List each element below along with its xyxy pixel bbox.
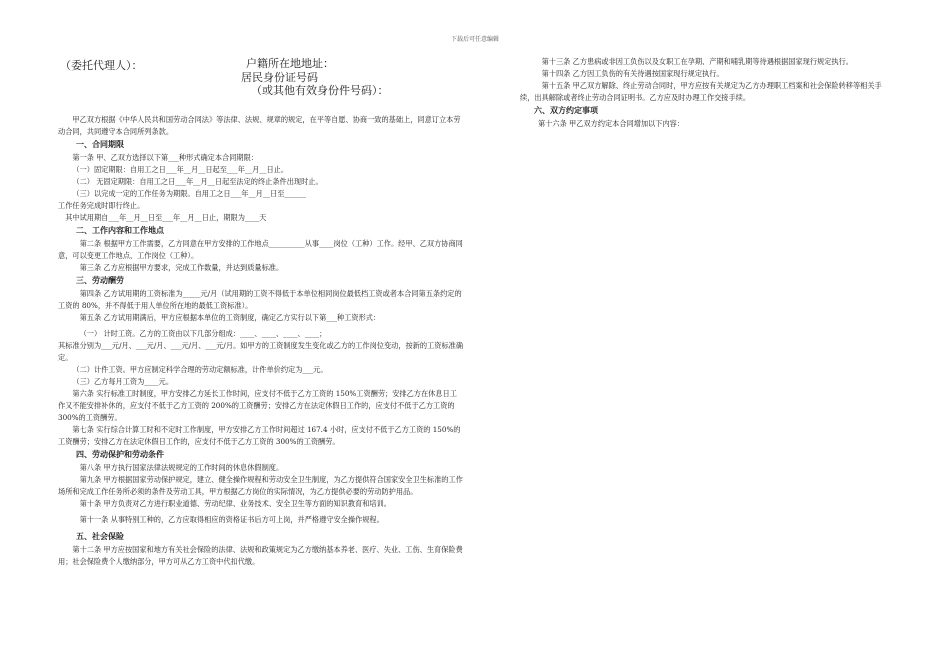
clause-paragraph: 第七条 实行综合计算工时和不定时工作制度，甲方安排乙方工作时间超过 167.4 小时，应支付不低于乙方工资的 150%的工资酬劳；安排乙方在法定休假日工作的，应支付不低于乙方工资的 300%的工资酬劳。: [58, 425, 461, 446]
clause-paragraph: 工作任务完成时即行终止。: [58, 201, 145, 210]
clause-paragraph: 第三条 乙方应根据甲方要求，完成工作数量，并达到质量标准。: [79, 263, 284, 272]
clause-paragraph: 第九条 甲方根据国家劳动保护规定，建立、健全操作规程和劳动安全卫生制度，为乙方提供符合国家安全卫生标准的工作场所和完成工作任务所必须的条件及劳动工具，甲方根据乙方岗位的实际情况，为乙方提供必要的劳动防护用品。: [58, 475, 463, 496]
left-body: [58, 114, 464, 568]
id-number-label: 居民身份证号码: [241, 71, 318, 84]
clause-paragraph: （一） 计时工资。乙方的工资由以下几部分组成：____、____、____、____；: [79, 329, 327, 338]
left-column: [58, 56, 464, 568]
clause-paragraph: 第八条 甲方执行国家法律法规规定的工作时间的休息休假制度。: [79, 463, 284, 472]
clause-paragraph: （二） 无固定期限：自用工之日___年__月__日起至法定的终止条件出现时止。: [72, 177, 323, 186]
clause-paragraph: 甲乙双方根据《中华人民共和国劳动合同法》等法律、法规、规章的规定，在平等自愿、协商一致的基础上，同意订立本劳动合同，共同遵守本合同所列条款。: [58, 115, 461, 136]
clause-paragraph: 第十四条 乙方因工负伤的有关待遇按国家现行规定执行。: [541, 69, 724, 78]
agent-label: （委托代理人）：: [60, 59, 143, 72]
clause-paragraph: 其标准分别为___元/月、___元/月、___元/月、___元/月。如甲方的工资制度发生变化或乙方的工作岗位变动，按新的工资标准确定。: [58, 341, 464, 362]
clause-paragraph: 其中试用期自___年__月__日至___年__月__日止，期限为____天: [65, 213, 267, 222]
address-label: 户籍所在地地址：: [246, 57, 334, 70]
clause-paragraph: 第十三条 乙方患病或非因工负伤以及女职工在孕期、产期和哺乳期等待遇根据国家现行规定执行。: [541, 57, 853, 66]
clause-paragraph: 第六条 实行标准工时制度，甲方安排乙方延长工作时间，应支付不低于乙方工资的 150%工资酬劳；安排乙方在休息日工作又不能安排补休的，应支付不低于乙方工资的 200%的工资酬劳；安排乙方在法定休假日工作的，应支付不低于乙方工资的 300%的工资酬劳。: [58, 389, 457, 422]
clause-paragraph: 第十二条 甲方应按国家和地方有关社会保险的法律、法规和政策规定为乙方缴纳基本养老、医疗、失业、工伤、生育保险费用；社会保险费个人缴纳部分，甲方可从乙方工资中代扣代缴。: [58, 545, 463, 566]
section-heading: 一、合同期限: [76, 140, 124, 149]
clause-paragraph: （二）计件工资。甲方应制定科学合理的劳动定额标准，计件单价约定为___元。: [72, 365, 328, 374]
clause-paragraph: 第五条 乙方试用期满后，甲方应根据本单位的工资制度，确定乙方实行以下第___种工资形式：: [79, 313, 381, 322]
clause-paragraph: 第十条 甲方负责对乙方进行职业道德、劳动纪律、业务技术、安全卫生等方面的知识教育和培训。: [79, 499, 391, 508]
clause-paragraph: 第十六条 甲乙双方约定本合同增加以下内容：: [538, 119, 685, 128]
clause-paragraph: 第十一条 从事特别工种的，乙方应取得相应的资格证书后方可上岗，并严格遵守安全操作规程。: [79, 515, 384, 524]
other-id-label: （或其他有效身份件号码）：: [251, 84, 389, 97]
clause-paragraph: （三）以完成一定的工作任务为期限。自用工之日___年__月__日至______: [72, 189, 306, 198]
section-heading: 二、工作内容和工作地点: [76, 226, 164, 235]
clause-paragraph: 第四条 乙方试用期的工资标准为_____元/月（试用期的工资不得低于本单位相同岗位最低档工资或者本合同第五条约定的工资的 80%，并不得低于用人单位所在地的最低工资标准）。: [58, 289, 462, 310]
section-heading: 三、劳动酬劳: [76, 276, 124, 285]
top-header: [58, 56, 464, 106]
clause-paragraph: （一）固定期限：自用工之日___年__月__日起至___年__月__日止。: [72, 165, 289, 174]
clause-paragraph: 第十五条 甲乙双方解除、终止劳动合同时，甲方应按有关规定为乙方办理职工档案和社会保险转移等相关手续，出具解除或者终止劳动合同证明书。乙方应及时办理工作交接手续。: [520, 81, 882, 102]
right-column: [520, 56, 896, 130]
header-note: 下载后可任意编辑: [450, 36, 499, 43]
right-body: [520, 56, 896, 130]
clause-paragraph: （三）乙方每月工资为____元。: [72, 377, 174, 386]
section-heading: 五、社会保险: [76, 532, 124, 541]
clause-paragraph: 第二条 根据甲方工作需要，乙方同意在甲方安排的工作地点__________从事____岗位（工种）工作。经甲、乙双方协商同意，可以变更工作地点、工作岗位（工种）。: [58, 239, 463, 260]
section-heading: 六、双方约定事项: [534, 106, 598, 115]
clause-paragraph: 第一条 甲、乙双方选择以下第___种形式确定本合同期限：: [72, 153, 258, 162]
section-heading: 四、劳动保护和劳动条件: [76, 450, 164, 459]
